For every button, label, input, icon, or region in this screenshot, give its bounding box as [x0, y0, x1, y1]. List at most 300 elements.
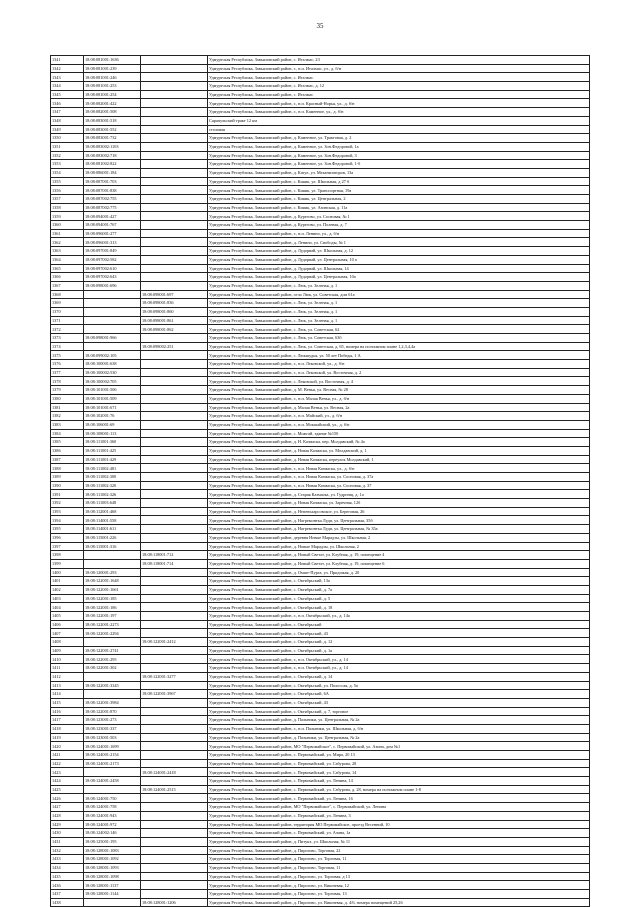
table-row: [51, 499, 590, 508]
table-row: [51, 186, 590, 195]
row-number-cell: 1423: [51, 768, 84, 777]
building-number-cell: [141, 116, 208, 125]
cadastral-number-cell: 18:08:094001:767: [84, 221, 141, 230]
row-number-cell: 1382: [51, 412, 84, 421]
address-cell: Удмуртская Республика, Завьяловский район, г., н.п. Октябрьский, ул., д. 14а: [208, 612, 590, 621]
address-cell: Удмуртская Республика, Завьяловский район, д. Пальники, ул. Центральная, № 2а: [208, 716, 590, 725]
cadastral-number-cell: 18:08:087002:775: [84, 203, 141, 212]
row-number-cell: 1350: [51, 134, 84, 143]
address-cell: Удмуртская Республика, Завьяловский район, с. Октябрьский, ул. Полоссая, д. 5а: [208, 681, 590, 690]
cadastral-number-cell: 18:08:128001:1098: [84, 872, 141, 881]
building-number-cell: 18:08:098001:860: [141, 307, 208, 316]
address-cell: Удмуртская Республика, Завьяловский район, д. Катул, ул. Механизаторов, 13а: [208, 168, 590, 177]
table-row: [51, 881, 590, 890]
cadastral-number-cell: 18:08:111003:648: [84, 499, 141, 508]
cadastral-number-cell: 18:08:108001:113: [84, 429, 141, 438]
row-number-cell: 1388: [51, 464, 84, 473]
building-number-cell: [141, 134, 208, 143]
building-number-cell: [141, 585, 208, 594]
cadastral-number-cell: 18:08:124001:758: [84, 803, 141, 812]
address-cell: Удмуртская Республика, Завьяловский район, с. Октябрьский, 43: [208, 698, 590, 707]
cadastral-number-cell: 18:08:082001:508: [84, 108, 141, 117]
address-cell: Удмуртская Республика, Завьяловский район, с. Кияик, ул. Центральная, 2: [208, 195, 590, 204]
address-cell: Удмуртская Республика, Завьяловский район, с. Октябрьский: [208, 620, 590, 629]
building-number-cell: [141, 64, 208, 73]
cadastral-number-cell: 18:08:083001:518: [84, 116, 141, 125]
address-cell: Удмуртская Республика, Завьяловский район, г., н.п. Малая Венья, ул., д. б/н: [208, 394, 590, 403]
register-table-body: [51, 56, 590, 907]
table-row: [51, 82, 590, 91]
address-cell: Удмуртская Республика, Завьяловский район, д. Пирогово, ул. Торговая, 11: [208, 855, 590, 864]
row-number-cell: 1398: [51, 551, 84, 560]
table-row: [51, 803, 590, 812]
table-row: [51, 360, 590, 369]
cadastral-number-cell: [84, 290, 141, 299]
row-number-cell: 1349: [51, 125, 84, 134]
table-row: [51, 481, 590, 490]
cadastral-number-cell: 18:08:087001:838: [84, 186, 141, 195]
building-number-cell: [141, 612, 208, 621]
table-row: [51, 56, 590, 65]
cadastral-number-cell: 18:08:083002:1103: [84, 142, 141, 151]
cadastral-number-cell: 18:08:114001:558: [84, 516, 141, 525]
table-row: [51, 142, 590, 151]
cadastral-number-cell: 18:08:124002:146: [84, 829, 141, 838]
table-row: [51, 768, 590, 777]
address-cell: Удмуртская Республика, Завьяловский район, д. Новые Марадзы, ул. Школьная, 2: [208, 542, 590, 551]
address-cell: Удмуртская Республика, Завьяловский район, д. Каменное, ул. Зон.Федоровой, 1а: [208, 142, 590, 151]
building-number-cell: 18:08:122001:3967: [141, 690, 208, 699]
address-cell: Удмуртская Республика, Завьяловский район, территория МО Первомайское, проезд Весенний, 10: [208, 820, 590, 829]
address-cell: Удмуртская Республика, Завьяловский район, г., н.п. Каменное, ул., д. б/н: [208, 108, 590, 117]
cadastral-number-cell: 18:08:124001:972: [84, 820, 141, 829]
address-cell: Удмуртская Республика, Завьяловский район, с. Италмас: [208, 90, 590, 99]
cadastral-number-cell: 18:08:081002:822: [84, 160, 141, 169]
address-cell: Удмуртская Республика, Завьяловский район, с. Кияик, ул. Азинская, д. 11а: [208, 203, 590, 212]
address-cell: Удмуртская Республика, Завьяловский район, с. Первомайский, ул. Ленина, 3: [208, 811, 590, 820]
building-number-cell: [141, 446, 208, 455]
row-number-cell: 1394: [51, 516, 84, 525]
table-row: [51, 568, 590, 577]
building-number-cell: [141, 872, 208, 881]
address-cell: Удмуртская Республика, Завьяловский район, с. Первомайский, ул. Сабурова, 28: [208, 759, 590, 768]
table-row: [51, 151, 590, 160]
building-number-cell: [141, 516, 208, 525]
row-number-cell: 1343: [51, 73, 84, 82]
row-number-cell: 1412: [51, 672, 84, 681]
table-row: [51, 212, 590, 221]
address-cell: Удмуртская Республика, Завьяловский район, д. Лудорвай, ул. Школьная, д. 12: [208, 247, 590, 256]
row-number-cell: 1434: [51, 863, 84, 872]
cadastral-number-cell: 18:08:097002:643: [84, 273, 141, 282]
table-row: [51, 638, 590, 647]
row-number-cell: 1390: [51, 481, 84, 490]
table-row: [51, 516, 590, 525]
row-number-cell: 1380: [51, 394, 84, 403]
row-number-cell: 1345: [51, 90, 84, 99]
row-number-cell: 1404: [51, 603, 84, 612]
table-row: [51, 759, 590, 768]
building-number-cell: 18:08:098001:862: [141, 325, 208, 334]
address-cell: Удмуртская Республика, Завьяловский район, д. Новая Казмаска, ул. Молдавский, д. 1: [208, 446, 590, 455]
row-number-cell: 1415: [51, 698, 84, 707]
cadastral-number-cell: 18:08:101001:506: [84, 386, 141, 395]
address-cell: Удмуртская Республика, Завьяловский район, с. Октябрьский, 43: [208, 629, 590, 638]
building-number-cell: [141, 368, 208, 377]
address-cell: Удмуртская Республика, Завьяловский район, д. М. Венья, ул. Весная, № 28: [208, 386, 590, 395]
row-number-cell: 1430: [51, 829, 84, 838]
table-row: [51, 507, 590, 516]
address-cell: Удмуртская Республика, Завьяловский район, с. Первомайский, ул. Сабурова, д. 28, номера на поэтажном плане 1-8: [208, 785, 590, 794]
cadastral-number-cell: 18:08:100002:705: [84, 377, 141, 386]
row-number-cell: 1352: [51, 151, 84, 160]
table-row: [51, 221, 590, 230]
address-cell: Удмуртская Республика, Завьяловский район, с. Октябрьский, 6А: [208, 690, 590, 699]
row-number-cell: 1438: [51, 898, 84, 907]
building-number-cell: [141, 221, 208, 230]
cadastral-number-cell: 18:08:111002:481: [84, 464, 141, 473]
row-number-cell: 1362: [51, 238, 84, 247]
table-row: [51, 585, 590, 594]
table-row: [51, 811, 590, 820]
table-row: [51, 290, 590, 299]
building-number-cell: 18:08:128001:1206: [141, 898, 208, 907]
address-cell: Удмуртская Республика, Завьяловский район, с. Октябрьский, д. 14: [208, 672, 590, 681]
cadastral-number-cell: 18:08:086001:184: [84, 168, 141, 177]
row-number-cell: 1406: [51, 620, 84, 629]
building-number-cell: [141, 151, 208, 160]
cadastral-number-cell: [84, 342, 141, 351]
cadastral-number-cell: 18:08:081001:1636: [84, 56, 141, 65]
building-number-cell: 18:08:122001:2412: [141, 638, 208, 647]
row-number-cell: 1437: [51, 890, 84, 899]
table-row: [51, 160, 590, 169]
building-number-cell: [141, 664, 208, 673]
row-number-cell: 1372: [51, 325, 84, 334]
building-number-cell: [141, 629, 208, 638]
row-number-cell: 1354: [51, 168, 84, 177]
address-cell: Удмуртская Республика, Завьяловский район, с. Люк, ул. Зеленая, д. 1: [208, 307, 590, 316]
row-number-cell: 1361: [51, 229, 84, 238]
building-number-cell: [141, 394, 208, 403]
address-cell: Удмуртская Республика, Завьяловский район, д. Каменное, ул. Зон.Федоровой, 3: [208, 151, 590, 160]
building-number-cell: [141, 499, 208, 508]
building-number-cell: [141, 212, 208, 221]
table-row: [51, 794, 590, 803]
building-number-cell: [141, 681, 208, 690]
cadastral-number-cell: 18:08:094001:427: [84, 212, 141, 221]
address-cell: Удмуртская Республика, Завьяловский район, село Люк, ул. Советская, дом 61а: [208, 290, 590, 299]
building-number-cell: [141, 881, 208, 890]
address-cell: Удмуртская Республика, Завьяловский район, г., н.п. Майский, ул., д. б/н: [208, 412, 590, 421]
table-row: [51, 629, 590, 638]
cadastral-number-cell: 18:08:096001:313: [84, 238, 141, 247]
cadastral-number-cell: 18:08:100002:530: [84, 368, 141, 377]
building-number-cell: [141, 855, 208, 864]
row-number-cell: 1353: [51, 160, 84, 169]
cadastral-number-cell: 18:08:114001:611: [84, 525, 141, 534]
cadastral-number-cell: 18:08:099002:105: [84, 351, 141, 360]
cadastral-number-cell: 18:08:111002:320: [84, 481, 141, 490]
row-number-cell: 1400: [51, 568, 84, 577]
cadastral-number-cell: 18:08:081001:253: [84, 82, 141, 91]
address-cell: Удмуртская Республика, Завьяловский район, г., н.п. Новая Казмаска, ул. Сосновая, д. 37: [208, 481, 590, 490]
row-number-cell: 1386: [51, 446, 84, 455]
table-row: [51, 342, 590, 351]
building-number-cell: [141, 82, 208, 91]
building-number-cell: [141, 160, 208, 169]
address-cell: Сарапульский тракт 12 км: [208, 116, 590, 125]
address-cell: Удмуртская Республика, Завьяловский район, МО "Первомайское", с. Первомайский, ул. Ленина: [208, 803, 590, 812]
table-row: [51, 612, 590, 621]
cadastral-number-cell: 18:08:102001:76: [84, 412, 141, 421]
table-row: [51, 394, 590, 403]
table-row: [51, 898, 590, 907]
row-number-cell: 1377: [51, 368, 84, 377]
address-cell: Удмуртская Республика, Завьяловский район, д. Малая Венья, ул. Весная, 2а: [208, 403, 590, 412]
table-row: [51, 542, 590, 551]
table-row: [51, 446, 590, 455]
table-row: [51, 90, 590, 99]
row-number-cell: 1357: [51, 195, 84, 204]
building-number-cell: 18:08:118001:712: [141, 551, 208, 560]
table-row: [51, 177, 590, 186]
table-row: [51, 351, 590, 360]
address-cell: Удмуртская Республика, Завьяловский район, д. Лудорвай, ул. Школьная, 14: [208, 264, 590, 273]
cadastral-number-cell: [84, 898, 141, 907]
row-number-cell: 1374: [51, 342, 84, 351]
row-number-cell: 1384: [51, 429, 84, 438]
building-number-cell: [141, 73, 208, 82]
cadastral-number-cell: 18:08:115001:226: [84, 533, 141, 542]
table-row: [51, 368, 590, 377]
address-cell: Удмуртская Республика, Завьяловский район, д. Лудорвай, ул. Центральная, 10а: [208, 273, 590, 282]
table-row: [51, 820, 590, 829]
table-row: [51, 672, 590, 681]
table-row: [51, 108, 590, 117]
table-row: [51, 403, 590, 412]
cadastral-number-cell: 18:08:122001:3345: [84, 681, 141, 690]
table-row: [51, 872, 590, 881]
row-number-cell: 1385: [51, 438, 84, 447]
address-cell: Удмуртская Республика, Завьяловский район, д. Питукх, ул. Школьная, № 11: [208, 837, 590, 846]
building-number-cell: [141, 273, 208, 282]
cadastral-number-cell: 18:08:087001:703: [84, 177, 141, 186]
building-number-cell: [141, 99, 208, 108]
address-cell: Удмуртская Республика, Завьяловский район, д. Новая Казмаска, ул. Заречная, 12б: [208, 499, 590, 508]
address-cell: Удмуртская Республика, Завьяловский район, д. Пальники, ул. Центральная, № 2а: [208, 733, 590, 742]
table-row: [51, 325, 590, 334]
cadastral-number-cell: 18:08:124001:943: [84, 811, 141, 820]
building-number-cell: [141, 334, 208, 343]
cadastral-number-cell: 18:08:101001:509: [84, 394, 141, 403]
address-cell: Удмуртская Республика, Завьяловский район, д. Пирогово, Торговая, 22: [208, 846, 590, 855]
building-number-cell: [141, 568, 208, 577]
cadastral-number-cell: 18:08:122001:1661: [84, 585, 141, 594]
row-number-cell: 1366: [51, 273, 84, 282]
cadastral-number-cell: 18:08:101001:671: [84, 403, 141, 412]
cadastral-number-cell: 18:08:124001:2154: [84, 751, 141, 760]
table-row: [51, 273, 590, 282]
building-number-cell: [141, 203, 208, 212]
table-row: [51, 168, 590, 177]
row-number-cell: 1395: [51, 525, 84, 534]
cadastral-number-cell: 18:08:128001:1144: [84, 890, 141, 899]
cadastral-number-cell: 18:08:122001:302: [84, 664, 141, 673]
table-row: [51, 64, 590, 73]
address-cell: Удмуртская Республика, Завьяловский район, г., н.п. Ленино, ул., д. б/н: [208, 229, 590, 238]
cadastral-number-cell: 18:08:081001:246: [84, 73, 141, 82]
address-cell: Удмуртская Республика, Завьяловский район, с. Люк, ул. Советская, 62: [208, 325, 590, 334]
row-number-cell: 1376: [51, 360, 84, 369]
address-cell: Удмуртская Республика, Завьяловский район, с. Люк, ул. Зеленая, д. 1: [208, 316, 590, 325]
cadastral-number-cell: 18:08:081001:254: [84, 90, 141, 99]
cadastral-number-cell: 18:08:111001:360: [84, 438, 141, 447]
row-number-cell: 1405: [51, 612, 84, 621]
row-number-cell: 1410: [51, 655, 84, 664]
building-number-cell: [141, 507, 208, 516]
table-row: [51, 525, 590, 534]
address-cell: Удмуртская Республика, Завьяловский район, с. Первомайский, ул. Азина, 1а: [208, 829, 590, 838]
cadastral-number-cell: 18:08:128001:1083: [84, 846, 141, 855]
cadastral-number-cell: 18:08:122001:186: [84, 603, 141, 612]
row-number-cell: 1428: [51, 811, 84, 820]
building-number-cell: [141, 542, 208, 551]
cadastral-number-cell: 18:08:100001:638: [84, 360, 141, 369]
table-row: [51, 429, 590, 438]
address-cell: Удмуртская Республика, Завьяловский район, д. Нагремонтка Луди, ул. Центральная, № 35а: [208, 525, 590, 534]
address-cell: Удмуртская Республика, Завьяловский район, МО "Первомайское", с. Первомайский, ул. Азина, дом №1: [208, 742, 590, 751]
address-cell: Удмуртская Республика, Завьяловский район, д. Новая Казмаска, переулок Молдавский, 1: [208, 455, 590, 464]
building-number-cell: [141, 490, 208, 499]
row-number-cell: 1425: [51, 785, 84, 794]
row-number-cell: 1364: [51, 255, 84, 264]
building-number-cell: [141, 351, 208, 360]
table-row: [51, 551, 590, 560]
building-number-cell: [141, 603, 208, 612]
row-number-cell: 1347: [51, 108, 84, 117]
table-row: [51, 829, 590, 838]
table-row: [51, 464, 590, 473]
address-cell: Удмуртская Республика, Завьяловский район, с. Можгай, здание №150: [208, 429, 590, 438]
table-row: [51, 777, 590, 786]
building-number-cell: [141, 594, 208, 603]
cadastral-number-cell: 18:08:115001:316: [84, 542, 141, 551]
table-row: [51, 116, 590, 125]
building-number-cell: [141, 716, 208, 725]
building-number-cell: [141, 90, 208, 99]
row-number-cell: 1363: [51, 247, 84, 256]
cadastral-number-cell: 18:08:083002:718: [84, 151, 141, 160]
cadastral-number-cell: [84, 672, 141, 681]
row-number-cell: 1369: [51, 299, 84, 308]
building-number-cell: 18:08:118001:714: [141, 559, 208, 568]
building-number-cell: [141, 481, 208, 490]
register-table: [50, 55, 590, 907]
address-cell: Удмуртская Республика, Завьяловский район, с. Октябрьский, д. 5: [208, 594, 590, 603]
row-number-cell: 1370: [51, 307, 84, 316]
table-row: [51, 716, 590, 725]
row-number-cell: 1344: [51, 82, 84, 91]
row-number-cell: 1420: [51, 742, 84, 751]
row-number-cell: 1416: [51, 707, 84, 716]
cadastral-number-cell: 18:08:083001:732: [84, 134, 141, 143]
row-number-cell: 1397: [51, 542, 84, 551]
cadastral-number-cell: [84, 638, 141, 647]
cadastral-number-cell: 18:08:122001:197: [84, 612, 141, 621]
cadastral-number-cell: [84, 768, 141, 777]
address-cell: Удмуртская Республика, Завьяловский район, деревня Новые Марадзы, ул. Школьная, 2: [208, 533, 590, 542]
address-cell: Удмуртская Республика, Завьяловский район, г., н.п. Новая Казмаска, ул., д. б/н: [208, 464, 590, 473]
row-number-cell: 1351: [51, 142, 84, 151]
cadastral-number-cell: 18:08:125001:195: [84, 837, 141, 846]
table-row: [51, 707, 590, 716]
table-row: [51, 620, 590, 629]
table-row: [51, 238, 590, 247]
cadastral-number-cell: [84, 785, 141, 794]
cadastral-number-cell: 18:08:112001:468: [84, 507, 141, 516]
cadastral-number-cell: 18:08:122001:870: [84, 707, 141, 716]
table-row: [51, 559, 590, 568]
building-number-cell: 18:08:124001:2515: [141, 785, 208, 794]
building-number-cell: [141, 733, 208, 742]
table-row: [51, 655, 590, 664]
building-number-cell: 18:08:098002:251: [141, 342, 208, 351]
row-number-cell: 1375: [51, 351, 84, 360]
cadastral-number-cell: 18:08:087002:755: [84, 195, 141, 204]
building-number-cell: [141, 655, 208, 664]
row-number-cell: 1435: [51, 872, 84, 881]
cadastral-number-cell: [84, 307, 141, 316]
table-row: [51, 247, 590, 256]
table-row: [51, 73, 590, 82]
table-row: [51, 490, 590, 499]
row-number-cell: 1401: [51, 577, 84, 586]
row-number-cell: 1409: [51, 646, 84, 655]
table-row: [51, 412, 590, 421]
table-row: [51, 742, 590, 751]
cadastral-number-cell: 18:08:106001:69: [84, 420, 141, 429]
cadastral-number-cell: 18:08:122001:1648: [84, 577, 141, 586]
building-number-cell: [141, 377, 208, 386]
table-row: [51, 125, 590, 134]
table-row: [51, 664, 590, 673]
table-row: [51, 863, 590, 872]
row-number-cell: 1424: [51, 777, 84, 786]
address-cell: Удмуртская Республика, Завьяловский район, д. Новый Светлт, ул. Клубная, д. 19, помещение 4: [208, 551, 590, 560]
building-number-cell: [141, 751, 208, 760]
row-number-cell: 1348: [51, 116, 84, 125]
building-number-cell: [141, 464, 208, 473]
table-row: [51, 603, 590, 612]
cadastral-number-cell: 18:08:122001:2273: [84, 620, 141, 629]
row-number-cell: 1391: [51, 490, 84, 499]
row-number-cell: 1367: [51, 281, 84, 290]
cadastral-number-cell: [84, 316, 141, 325]
table-row: [51, 299, 590, 308]
building-number-cell: [141, 238, 208, 247]
building-number-cell: [141, 420, 208, 429]
row-number-cell: 1359: [51, 212, 84, 221]
cadastral-number-cell: 18:08:128001:1092: [84, 855, 141, 864]
address-cell: Удмуртская Республика, Завьяловский район, с. Италмас: [208, 73, 590, 82]
building-number-cell: 18:08:124001:2418: [141, 768, 208, 777]
page-number: 35: [316, 22, 324, 30]
cadastral-number-cell: 18:08:122001:295: [84, 655, 141, 664]
cadastral-number-cell: 18:08:122001:2741: [84, 646, 141, 655]
row-number-cell: 1360: [51, 221, 84, 230]
address-cell: Удмуртская Республика, Завьяловский район, г., н.п. Новая Казмаска, ул. Сосновая, д. 37а: [208, 473, 590, 482]
